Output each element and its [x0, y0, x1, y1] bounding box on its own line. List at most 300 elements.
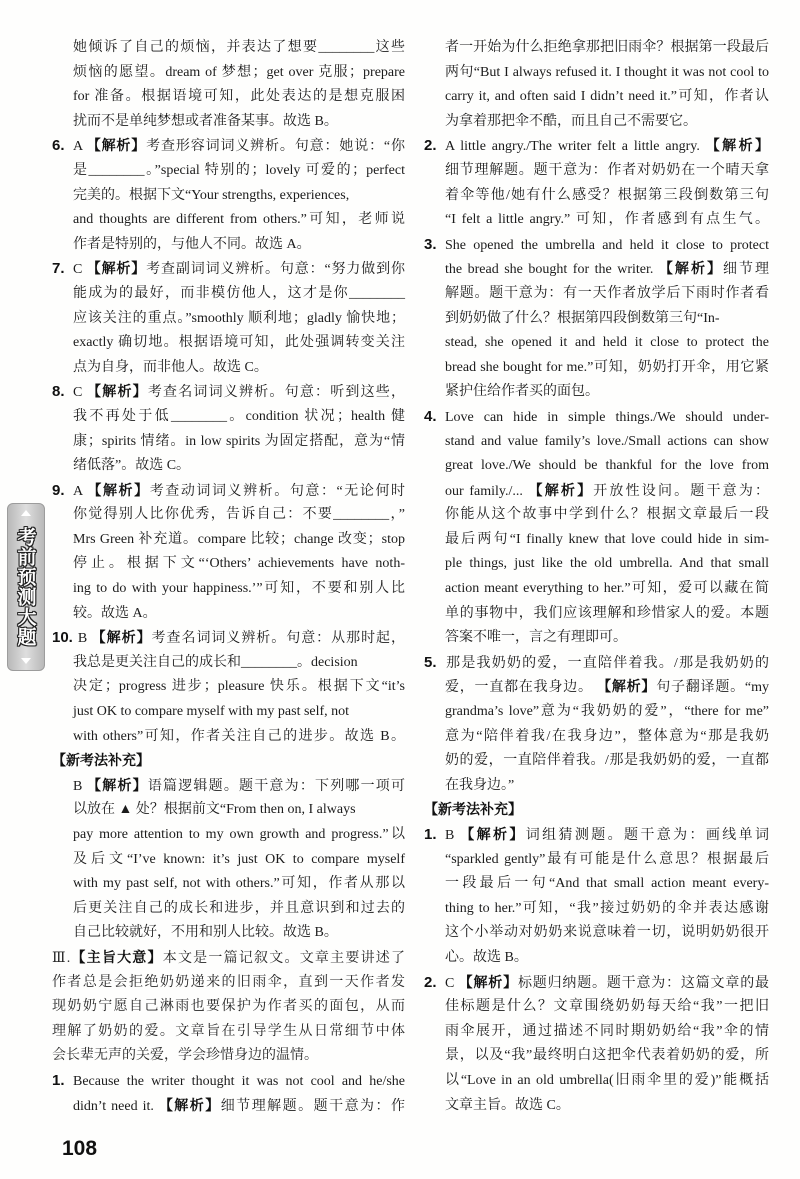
- line-text: “I felt a little angry.” 可知，作者感到有点生气。: [445, 212, 769, 228]
- line-content: [52, 995, 405, 1020]
- text-line: [52, 307, 405, 332]
- line-text: exactly 确切地。根据语境可知，此处强调转变关注: [73, 335, 405, 351]
- line-content: [73, 110, 405, 135]
- line-content: [445, 552, 769, 577]
- answer-item: [52, 257, 405, 380]
- line-text: 文章主旨。故选 C。: [445, 1097, 570, 1113]
- new-method-heading: [52, 749, 405, 774]
- line-content: [445, 897, 769, 922]
- analysis-tag: 【解析】: [597, 679, 657, 696]
- text-line: [424, 233, 769, 258]
- analysis-tag: 【解析】: [86, 138, 147, 155]
- line-text: 解题。题干意为：有一天作者放学后下雨时作者看: [445, 285, 769, 301]
- item-number: 10.: [52, 629, 73, 647]
- line-text: Mrs Green 补充道。compare 比较；change 改变；stop: [73, 531, 405, 547]
- line-text: 这个小举动对奶奶来说意味着一切，说明奶奶很开: [445, 925, 769, 941]
- line-content: [424, 823, 769, 849]
- text-line: [424, 1020, 769, 1045]
- line-text: the bread she bought for the writer. 【解析】细节理: [445, 261, 770, 278]
- text-line: [424, 380, 769, 405]
- line-text: 你觉得别人比你优秀，告诉自己：不要________，”: [73, 507, 405, 523]
- text-line: [424, 503, 769, 528]
- answer-items: [424, 134, 769, 798]
- line-text: our family./... 【解析】开放性设问。题干意为：: [445, 482, 770, 499]
- line-text: 作者总是会拒绝奶奶递来的旧雨伞，直到一天作者发: [52, 974, 405, 990]
- line-content: [73, 552, 405, 577]
- line-text: grandma’s love”意为“我奶奶的爱”，“there for me”: [445, 704, 769, 720]
- line-content: [73, 282, 405, 307]
- line-text: “sparkled gently”最有可能是什么意思？根据最后: [445, 851, 769, 867]
- text-line: [52, 479, 405, 504]
- text-line: [424, 134, 769, 159]
- analysis-tag: 【解析】: [458, 974, 518, 991]
- line-content: [73, 602, 405, 627]
- line-content: [424, 233, 769, 259]
- line-content: [445, 479, 769, 505]
- line-text: 停止。根据下文“‘Others’ achievements have noth-: [73, 556, 405, 572]
- line-text: 能成为的最好，而非模仿他人，这才是你________: [73, 285, 405, 301]
- line-content: [73, 700, 405, 725]
- heading-content: [424, 798, 769, 823]
- line-text: thing to her.”可知，“我”接过奶奶的伞并表达感谢: [445, 900, 769, 916]
- text-line: [52, 798, 405, 823]
- line-content: [445, 774, 769, 799]
- line-text: 佳标题是什么？文章围绕奶奶每天给“我”一把旧: [445, 999, 769, 1015]
- line-text: ple things, just like the old umbrella. And that small: [445, 556, 769, 572]
- line-text: 后更关注自己的成长和进步，并且意识到和过去的: [73, 900, 405, 916]
- line-content: [73, 774, 405, 800]
- item-number: 1.: [424, 826, 437, 843]
- line-text: 我总是更关注自己的成长和________。decision: [73, 654, 358, 670]
- text-line: [52, 774, 405, 799]
- line-content: [73, 872, 405, 897]
- carryover-text: [424, 36, 769, 134]
- text-line: [52, 331, 405, 356]
- text-line: [424, 823, 769, 848]
- heading-text: 【新考法补充】: [424, 802, 522, 819]
- line-text: 现奶奶宁愿自己淋雨也要保护为作者买的面包，从而: [52, 999, 405, 1015]
- line-content: [445, 430, 769, 455]
- text-line: [424, 85, 769, 110]
- line-text: stead, she opened it and held it close to protect the: [445, 335, 769, 351]
- item-number: 8.: [52, 383, 65, 401]
- line-content: [445, 995, 769, 1020]
- line-content: [73, 208, 405, 233]
- text-line: [52, 110, 405, 135]
- line-text: 及后文“I’ve known: it’s just OK to compare myself: [73, 851, 405, 867]
- answer-item: [52, 134, 405, 257]
- line-text: 她倾诉了自己的烦恼，并表达了想要________这些: [73, 40, 405, 55]
- line-text: 景，以及“我”最终明白这把伞代表着奶奶的爱，所: [445, 1048, 769, 1064]
- text-line: [424, 405, 769, 430]
- line-text: carry it, and often said I didn’t need it.”可知，作者认: [445, 89, 769, 105]
- line-text: 作者是特别的，与他人不同。故选 A。: [73, 236, 311, 252]
- text-line: [52, 1044, 405, 1069]
- line-content: [73, 36, 405, 61]
- text-line: [52, 897, 405, 922]
- line-text: 细节理解题。题干意为：作者对奶奶在一个晴天拿: [445, 162, 769, 178]
- line-text: 那是我奶奶的爱，一直陪伴着我。/那是我奶奶的: [445, 655, 769, 671]
- line-text: 到奶奶做了什么？根据第四段倒数第三句“In-: [445, 310, 720, 326]
- line-text: with my past self, not with others.”可知，作者从那以: [73, 876, 405, 892]
- line-content: [52, 626, 405, 652]
- text-line: [52, 528, 405, 553]
- analysis-tag: 【解析】: [87, 384, 148, 401]
- line-text: 爱，一直都在我身边。 【解析】句子翻译题。“my: [445, 679, 770, 696]
- line-text: She opened the umbrella and held it close to protect: [445, 237, 769, 253]
- line-content: [52, 134, 405, 160]
- line-content: [445, 577, 769, 602]
- answer-item: [52, 380, 405, 478]
- line-content: [445, 503, 769, 528]
- text-line: [52, 823, 405, 848]
- text-line: [424, 110, 769, 135]
- text-line: [52, 1094, 405, 1119]
- line-content: [73, 577, 405, 602]
- text-line: [424, 257, 769, 282]
- answer-item: [424, 233, 769, 405]
- line-content: [445, 307, 769, 332]
- text-line: [52, 848, 405, 873]
- text-line: [424, 356, 769, 381]
- item-number: 7.: [52, 260, 65, 278]
- analysis-tag: 【解析】: [528, 482, 594, 499]
- text-line: [52, 159, 405, 184]
- line-content: [445, 626, 769, 651]
- text-line: [52, 725, 405, 750]
- right-column: [424, 36, 769, 1118]
- heading-text: 【新考法补充】: [52, 753, 150, 770]
- line-content: [73, 307, 405, 332]
- analysis-tag: 【主旨大意】: [70, 949, 163, 966]
- line-text: 康；spirits 情绪。in low spirits 为固定搭配，意为“情: [73, 433, 405, 449]
- line-text: 一段最后一句“And that small action meant every-: [445, 876, 769, 892]
- text-line: [424, 61, 769, 86]
- line-content: [445, 331, 769, 356]
- line-text: 最后两句“I finally knew that love could hide in sim-: [445, 531, 769, 547]
- text-line: [52, 577, 405, 602]
- line-text: 绪低落”。故选 C。: [73, 458, 191, 474]
- text-line: [424, 848, 769, 873]
- line-text: B 【解析】考查名词词义辨析。句意：从那时起，: [77, 630, 406, 647]
- text-line: [424, 626, 769, 651]
- line-content: [73, 454, 405, 479]
- line-content: [445, 380, 769, 405]
- side-tab-label: 考前预测大题: [14, 527, 37, 647]
- line-text: just OK to compare myself with my past self, not: [73, 704, 350, 720]
- item-number: 9.: [52, 481, 65, 499]
- analysis-tag: 【解析】: [158, 1097, 221, 1114]
- line-text: didn’t need it. 【解析】细节理解题。题干意为：作: [73, 1097, 406, 1114]
- line-content: [52, 1020, 405, 1045]
- item-number: 6.: [52, 137, 65, 155]
- analysis-tag: 【解析】: [460, 827, 526, 843]
- text-line: [52, 134, 405, 159]
- line-content: [73, 159, 405, 184]
- line-content: [445, 110, 769, 135]
- section-3-items: [52, 1069, 405, 1118]
- text-line: [424, 282, 769, 307]
- line-content: [445, 454, 769, 479]
- text-line: [424, 1069, 769, 1094]
- line-text: 着伞等他/她有什么感受？根据第三段倒数第三句: [445, 187, 769, 203]
- line-text: 紧护住给作者买的面包。: [445, 384, 599, 400]
- heading-content: [52, 749, 405, 774]
- item-number: 1.: [52, 1071, 65, 1089]
- line-text: C 【解析】标题归纳题。题干意为：这篇文章的最: [445, 974, 770, 991]
- answer-item: [424, 134, 769, 232]
- line-text: 完美的。根据下文“Your strengths, experiences,: [73, 187, 350, 203]
- analysis-tag: 【解析】: [86, 261, 147, 278]
- line-text: A little angry./The writer felt a little angry. 【解析】: [445, 138, 769, 155]
- text-line: [424, 479, 769, 504]
- text-line: [424, 159, 769, 184]
- line-text: 以放在 ▲ 处？根据前文“From then on, I always: [73, 802, 356, 818]
- line-text: for 准备。根据语境可知，此处表达的是想克服困: [73, 89, 405, 105]
- line-text: Because the writer thought it was not cool and he/she: [73, 1073, 405, 1089]
- line-content: [445, 184, 769, 209]
- text-line: [424, 552, 769, 577]
- text-line: [424, 872, 769, 897]
- line-content: [445, 159, 769, 184]
- text-line: [424, 430, 769, 455]
- analysis-tag: 【解析】: [87, 482, 150, 499]
- line-text: 为拿着那把伞不酷，而且自己不需要它。: [445, 113, 697, 129]
- text-line: [52, 700, 405, 725]
- text-line: [424, 184, 769, 209]
- line-content: [445, 700, 769, 725]
- text-line: [52, 971, 405, 996]
- text-line: [52, 208, 405, 233]
- line-text: bread she bought for me.”可知，奶奶打开伞，用它紧: [445, 359, 769, 375]
- line-text: 我不再处于低________。condition 状况；health 健: [73, 408, 405, 424]
- text-line: [424, 208, 769, 233]
- line-text: 意为“陪伴着我/在我身边”，整体意为“那是我奶: [445, 728, 769, 744]
- answer-item: [424, 651, 769, 799]
- line-content: [445, 675, 769, 701]
- line-text: great love./We should be thankful for the love from: [445, 458, 769, 474]
- text-line: [424, 1044, 769, 1069]
- line-content: [445, 257, 769, 283]
- line-content: [445, 749, 769, 774]
- line-content: [445, 85, 769, 110]
- text-line: [424, 995, 769, 1020]
- carryover-text: [52, 36, 405, 134]
- analysis-tag: 【解析】: [658, 261, 723, 278]
- line-content: [424, 134, 769, 160]
- line-content: [52, 1044, 405, 1069]
- text-line: [52, 946, 405, 971]
- line-content: [73, 331, 405, 356]
- line-content: [445, 921, 769, 946]
- text-line: [424, 331, 769, 356]
- text-line: [424, 971, 769, 996]
- line-content: [52, 946, 405, 972]
- answer-item: [52, 626, 405, 749]
- line-content: [445, 282, 769, 307]
- line-text: 答案不唯一，言之有理即可。: [445, 630, 627, 646]
- text-line: [52, 1069, 405, 1094]
- text-line: [52, 61, 405, 86]
- text-line: [52, 380, 405, 405]
- new-method-answer: [52, 774, 405, 946]
- text-line: [52, 85, 405, 110]
- line-content: [73, 675, 405, 700]
- line-text: 扰而不是单纯梦想或者准备某事。故选 B。: [73, 113, 338, 129]
- line-text: 雨伞展开，通过描述不同时期奶奶给“我”伞的情: [445, 1023, 769, 1039]
- line-content: [445, 1044, 769, 1069]
- line-text: action meant everything to her.”可知，爱可以藏在简: [445, 581, 769, 597]
- line-content: [73, 430, 405, 455]
- text-line: [52, 184, 405, 209]
- analysis-tag: 【解析】: [87, 777, 148, 794]
- line-content: [445, 725, 769, 750]
- line-content: [73, 823, 405, 848]
- text-line: [424, 749, 769, 774]
- text-line: [52, 1020, 405, 1045]
- line-content: [73, 798, 405, 823]
- text-line: [52, 233, 405, 258]
- line-text: 理解了奶奶的爱。文章旨在引导学生从日常细节中体: [52, 1023, 405, 1039]
- line-content: [73, 405, 405, 430]
- answer-items: [52, 134, 405, 749]
- line-content: [445, 602, 769, 627]
- text-line: [52, 454, 405, 479]
- text-line: [424, 602, 769, 627]
- analysis-tag: 【解析】: [91, 630, 152, 647]
- line-content: [445, 1094, 769, 1119]
- text-line: [52, 503, 405, 528]
- line-text: A 【解析】考查形容词词义辨析。句意：她说：“你: [73, 138, 406, 155]
- text-line: [424, 528, 769, 553]
- text-line: [424, 774, 769, 799]
- text-line: [424, 921, 769, 946]
- answer-item: [424, 823, 769, 971]
- line-content: [73, 233, 405, 258]
- line-text: 点为自身，而非他人。故选 C。: [73, 359, 268, 375]
- text-line: [424, 946, 769, 971]
- answer-item: [424, 971, 769, 1119]
- text-line: [424, 36, 769, 61]
- line-text: C 【解析】考查副词词义辨析。句意：“努力做到你: [73, 261, 406, 278]
- text-line: [52, 282, 405, 307]
- text-line: [52, 675, 405, 700]
- text-line: [52, 602, 405, 627]
- line-text: 心。故选 B。: [445, 949, 528, 965]
- line-text: 以“Love in an old umbrella(旧雨伞里的爱)”能概括: [445, 1072, 769, 1088]
- item-number: 2.: [424, 137, 437, 155]
- line-text: with others”可知，作者关注自己的进步。故选 B。: [73, 728, 405, 744]
- line-content: [73, 897, 405, 922]
- line-text: 应该关注的重点。”smoothly 顺利地；gladly 愉快地；: [73, 310, 405, 326]
- line-content: [445, 356, 769, 381]
- new-method-items: [424, 823, 769, 1118]
- text-line: [424, 1094, 769, 1119]
- left-column: [52, 36, 405, 1118]
- line-content: [73, 85, 405, 110]
- line-content: [445, 1020, 769, 1045]
- line-text: pay more attention to my own growth and progress.”以: [73, 827, 405, 842]
- text-line: [52, 552, 405, 577]
- text-line: [424, 897, 769, 922]
- line-text: A 【解析】考查动词词义辨析。句意：“无论何时: [73, 482, 406, 499]
- text-line: [424, 577, 769, 602]
- line-text: stand and value family’s love./Small actions can show: [445, 433, 769, 449]
- line-text: B 【解析】词组猜测题。题干意为：画线单词: [445, 827, 770, 843]
- line-content: [445, 848, 769, 873]
- item-number: 4.: [424, 407, 437, 425]
- text-line: [52, 872, 405, 897]
- line-content: [424, 405, 769, 431]
- line-content: [73, 725, 405, 750]
- line-text: and thoughts are different from others.”可知，老师说: [73, 212, 405, 228]
- line-text: 是________。”special 特别的；lovely 可爱的；perfect: [73, 162, 405, 178]
- text-line: [52, 430, 405, 455]
- line-content: [73, 848, 405, 873]
- answer-item: [424, 405, 769, 651]
- line-text: ing to do with your happiness.’”可知，不要和别人比: [73, 581, 405, 597]
- line-content: [73, 503, 405, 528]
- line-text: 者一开始为什么拒绝拿那把旧雨伞？根据第一段最后: [445, 40, 769, 55]
- line-content: [52, 479, 405, 505]
- line-text: 在我身边。”: [445, 777, 515, 793]
- line-content: [73, 921, 405, 946]
- text-line: [52, 921, 405, 946]
- line-content: [445, 528, 769, 553]
- line-text: 烦恼的愿望。dream of 梦想；get over 克服；prepare: [73, 64, 405, 80]
- line-content: [445, 61, 769, 86]
- line-content: [52, 971, 405, 996]
- line-text: 会长辈无声的关爱，学会珍惜身边的温情。: [52, 1048, 318, 1064]
- section-side-tab: [7, 503, 45, 671]
- line-text: C 【解析】考查名词词义辨析。句意：听到这些，: [73, 384, 406, 401]
- line-content: [73, 1094, 405, 1120]
- line-content: [445, 208, 769, 233]
- line-content: [52, 380, 405, 406]
- line-content: [445, 872, 769, 897]
- page-number: 108: [62, 1137, 98, 1160]
- line-content: [52, 257, 405, 283]
- answer-item: [52, 1069, 405, 1118]
- text-line: [424, 675, 769, 700]
- text-line: [424, 454, 769, 479]
- line-content: [73, 184, 405, 209]
- line-text: B 【解析】语篇逻辑题。题干意为：下列哪一项可: [73, 777, 406, 794]
- line-content: [52, 1069, 405, 1095]
- new-method-heading: [424, 798, 769, 823]
- line-content: [445, 36, 769, 61]
- line-content: [424, 651, 769, 677]
- line-content: [73, 651, 405, 676]
- line-text: 两句“But I always refused it. I thought it was not cool to: [445, 64, 769, 80]
- line-text: 较。故选 A。: [73, 605, 157, 621]
- item-number: 2.: [424, 973, 437, 991]
- line-content: [445, 1069, 769, 1094]
- text-line: [52, 405, 405, 430]
- line-text: 奶的爱，一直陪伴着我。/那是我奶奶的爱，一直都: [445, 753, 769, 769]
- line-content: [424, 971, 769, 997]
- answer-item: [52, 479, 405, 627]
- text-line: [52, 36, 405, 61]
- line-text: Ⅲ.【主旨大意】本文是一篇记叙文。文章主要讲述了: [52, 949, 405, 966]
- line-text: 单的事物中，我们应该理解和珍惜家人的爱。本题: [445, 605, 769, 621]
- text-line: [52, 626, 405, 651]
- text-line: [52, 356, 405, 381]
- item-number: 5.: [424, 653, 437, 671]
- line-text: 你能从这个故事中学到什么？根据文章最后一段: [445, 507, 769, 523]
- line-text: 决定；progress 进步；pleasure 快乐。根据下文“it’s: [73, 679, 405, 695]
- line-content: [445, 946, 769, 971]
